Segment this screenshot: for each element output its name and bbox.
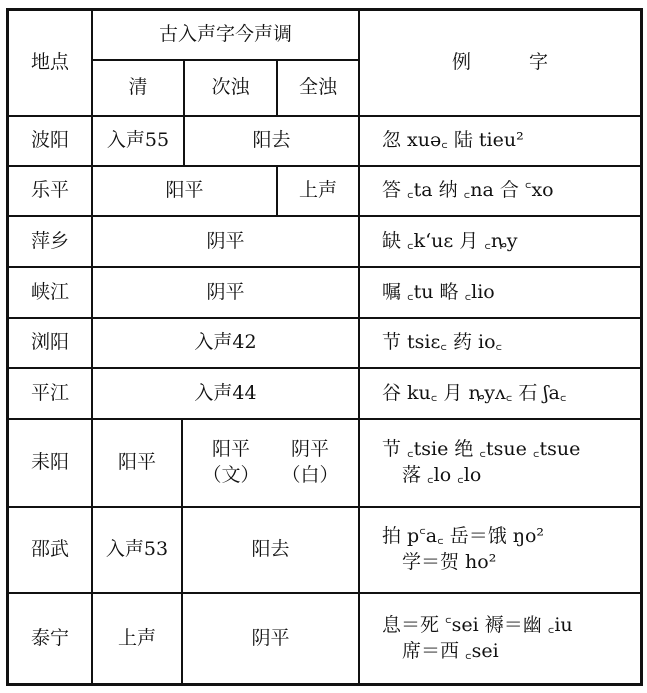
- example-cell: 节 ꜀tsie 绝 ꜀tsue ꜀tsue 落 ꜀lo ꜀lo: [382, 438, 581, 486]
- example-cell: 谷 ku꜀ 月 ȵyʌ꜀ 石 ʃa꜀: [382, 381, 567, 404]
- tone-cell: 阳平: [165, 179, 204, 202]
- place-cell: 浏阳: [30, 331, 69, 354]
- place-cell: 波阳: [30, 129, 69, 152]
- tone-cell: 上声: [117, 626, 156, 649]
- place-cell: 平江: [30, 381, 69, 404]
- tone-cell: 入声55: [106, 129, 170, 152]
- place-cell: 萍乡: [30, 229, 69, 252]
- header-example: 例字: [451, 51, 606, 74]
- tone-cell: 入声44: [194, 381, 257, 404]
- header-ancient-entering-tone: 古入声字今声调: [158, 23, 292, 46]
- table-border-bottom: [6, 683, 643, 686]
- example-cell: 节 tsiɛ꜀ 药 io꜀: [382, 331, 503, 354]
- example-cell: 嘱 ꜀tu 略 ꜀lio: [382, 280, 495, 303]
- example-cell: 缺 ꜀k‘uɛ 月 ꜀ȵy: [382, 229, 518, 252]
- header-cizhuo: 次浊: [211, 76, 250, 99]
- header-quanzhuo: 全浊: [298, 76, 337, 99]
- tone-cell: 阳去: [251, 538, 290, 561]
- header-location: 地点: [30, 51, 69, 74]
- tone-cell: 入声53: [105, 538, 169, 561]
- tone-cell: 阴平: [206, 280, 245, 303]
- tone-cell: 阳平: [117, 451, 156, 474]
- table-border-right: [640, 8, 643, 686]
- place-cell: 邵武: [30, 538, 69, 561]
- tone-cell: 阳去: [252, 129, 291, 152]
- tone-cell: 上声: [298, 179, 337, 202]
- place-cell: 耒阳: [30, 451, 69, 474]
- header-qing: 清: [128, 76, 148, 99]
- tone-cell-split: 阳平 （文） 阴平 （白）: [202, 438, 339, 486]
- example-cell: 拍 p꜂a꜀ 岳＝饿 ŋo² 学＝贺 ho²: [382, 525, 545, 573]
- place-cell: 乐平: [30, 179, 69, 202]
- example-cell: 息＝死 ꜂sei 褥＝幽 ꜀iu 席＝西 ꜀sei: [382, 613, 573, 662]
- example-cell: 忽 xuə꜀ 陆 tieu²: [382, 129, 524, 152]
- tone-cell: 阴平: [251, 626, 290, 649]
- example-cell: 答 ꜀ta 纳 ꜀na 合 ꜂xo: [382, 179, 554, 202]
- tone-cell: 阴平: [206, 229, 245, 252]
- place-cell: 泰宁: [30, 626, 69, 649]
- tone-cell: 入声42: [194, 331, 257, 354]
- place-cell: 峡江: [30, 280, 69, 303]
